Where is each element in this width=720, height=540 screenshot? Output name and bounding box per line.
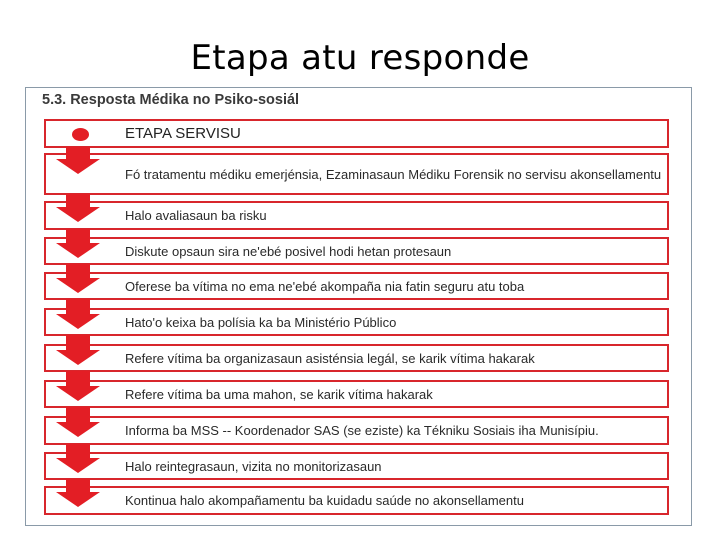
section-heading: 5.3. Resposta Médika no Psiko-sosiál [42, 92, 300, 108]
step-box [44, 452, 669, 480]
step-label: Fó tratamentu médiku emerjénsia, Ezaminasaun Médiku Forensik no servisu akonsellamentu [125, 166, 662, 182]
step-label: Refere vítima ba organizasaun asisténsia legál, se karik vítima hakarak [125, 350, 535, 366]
step-header-box [44, 119, 669, 148]
step-label: Refere vítima ba uma mahon, se karik vítima hakarak [125, 386, 433, 402]
step-box [44, 344, 669, 372]
step-label: Halo reintegrasaun, vizita no monitorizasaun [125, 458, 382, 474]
down-arrow-icon [56, 194, 100, 222]
down-arrow-icon [56, 479, 100, 507]
step-box [44, 201, 669, 230]
down-arrow-icon [56, 264, 100, 293]
step-box [44, 237, 669, 265]
down-arrow-icon [56, 407, 100, 437]
down-arrow-icon [56, 299, 100, 329]
step-box [44, 486, 669, 515]
step-box [44, 380, 669, 408]
step-box [44, 308, 669, 336]
step-label: Oferese ba vítima no ema ne'ebé akompaña nia fatin seguru atu toba [125, 278, 525, 294]
step-label: Kontinua halo akompañamentu ba kuidadu saúde no akonsellamentu [125, 493, 524, 508]
step-box [44, 416, 669, 445]
down-arrow-icon [56, 444, 100, 473]
down-arrow-icon [56, 147, 100, 174]
step-label: Halo avaliasaun ba risku [125, 208, 267, 223]
start-dot-icon [72, 128, 89, 141]
down-arrow-icon [56, 229, 100, 258]
down-arrow-icon [56, 335, 100, 365]
step-label: Diskute opsaun sira ne'ebé posivel hodi hetan protesaun [125, 243, 452, 259]
step-box [44, 272, 669, 300]
step-label: Hato'o keixa ba polísia ka ba Ministério Público [125, 314, 397, 330]
step-label: Informa ba MSS -- Koordenador SAS (se eziste) ka Tékniku Sosiais iha Munisípiu. [125, 423, 599, 438]
slide-title: Etapa atu responde [190, 38, 530, 78]
down-arrow-icon [56, 371, 100, 401]
step-box [44, 153, 669, 195]
step-header-label: ETAPA SERVISU [125, 125, 241, 142]
